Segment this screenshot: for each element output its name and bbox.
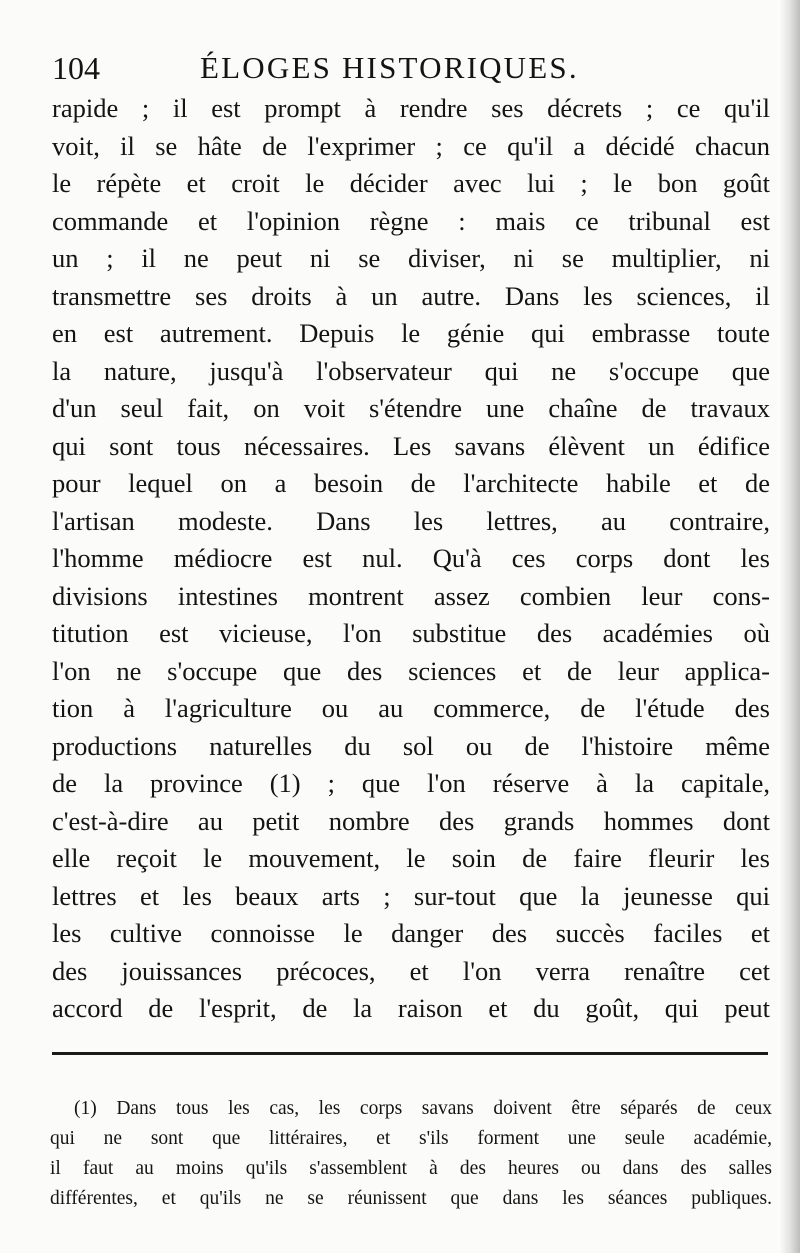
footnote-separator (52, 1052, 768, 1055)
text-line: l'artisan modeste. Dans les lettres, au contraire, (52, 505, 770, 536)
text-line: titution est vicieuse, l'on substitue des académies où (52, 618, 770, 648)
text-line: commande et l'opinion règne : mais ce tribunal est (52, 205, 770, 236)
page-number: 104 (52, 50, 100, 86)
footnote-line: qui ne sont que littéraires, et s'ils forment une seule académie, (50, 1128, 772, 1149)
footnote (50, 1094, 772, 1214)
text-line: la nature, jusqu'à l'observateur qui ne s'occupe que (52, 355, 770, 386)
text-line: tion à l'agriculture ou au commerce, de l'étude des (52, 693, 770, 723)
text-line: un ; il ne peut ni se diviser, ni se multiplier, ni (52, 243, 770, 273)
text-line: de la province (1) ; que l'on réserve à la capitale, (52, 768, 770, 798)
footnote-line: il faut au moins qu'ils s'assemblent à des heures ou dans des salles (50, 1158, 772, 1179)
text-line: accord de l'esprit, de la raison et du goût, qui peut (52, 993, 770, 1023)
text-line: pour lequel on a besoin de l'architecte habile et de (52, 468, 770, 498)
text-line: divisions intestines montrent assez combien leur cons- (52, 580, 770, 611)
running-title: ÉLOGES HISTORIQUES. (200, 50, 579, 85)
footnote-line: (1) Dans tous les cas, les corps savans doivent être séparés de ceux (74, 1098, 772, 1119)
text-line: lettres et les beaux arts ; sur-tout que la jeunesse qui (52, 880, 770, 911)
text-line: l'on ne s'occupe que des sciences et de leur applica- (52, 655, 770, 686)
text-line: qui sont tous nécessaires. Les savans élèvent un édifice (52, 430, 770, 461)
text-line: productions naturelles du sol ou de l'histoire même (52, 730, 770, 761)
text-line: les cultive connoisse le danger des succès faciles et (52, 918, 770, 948)
page-edge-shadow (778, 0, 800, 1253)
text-line: rapide ; il est prompt à rendre ses décrets ; ce qu'il (52, 93, 770, 123)
text-line: voit, il se hâte de l'exprimer ; ce qu'il a décidé chacun (52, 130, 770, 161)
text-line: d'un seul fait, on voit s'étendre une chaîne de travaux (52, 393, 770, 423)
text-line: des jouissances précoces, et l'on verra renaître cet (52, 955, 770, 986)
text-line: en est autrement. Depuis le génie qui embrasse toute (52, 318, 770, 348)
text-line: l'homme médiocre est nul. Qu'à ces corps dont les (52, 543, 770, 573)
footnote-line: différentes, et qu'ils ne se réunissent que dans les séances publiques. (50, 1188, 772, 1209)
text-line: c'est-à-dire au petit nombre des grands hommes dont (52, 805, 770, 836)
text-line: elle reçoit le mouvement, le soin de faire fleurir les (52, 843, 770, 873)
text-line: transmettre ses droits à un autre. Dans les sciences, il (52, 280, 770, 311)
body-paragraph (52, 90, 770, 1028)
text-line: le répète et croit le décider avec lui ; le bon goût (52, 168, 770, 198)
page-header (52, 48, 637, 88)
